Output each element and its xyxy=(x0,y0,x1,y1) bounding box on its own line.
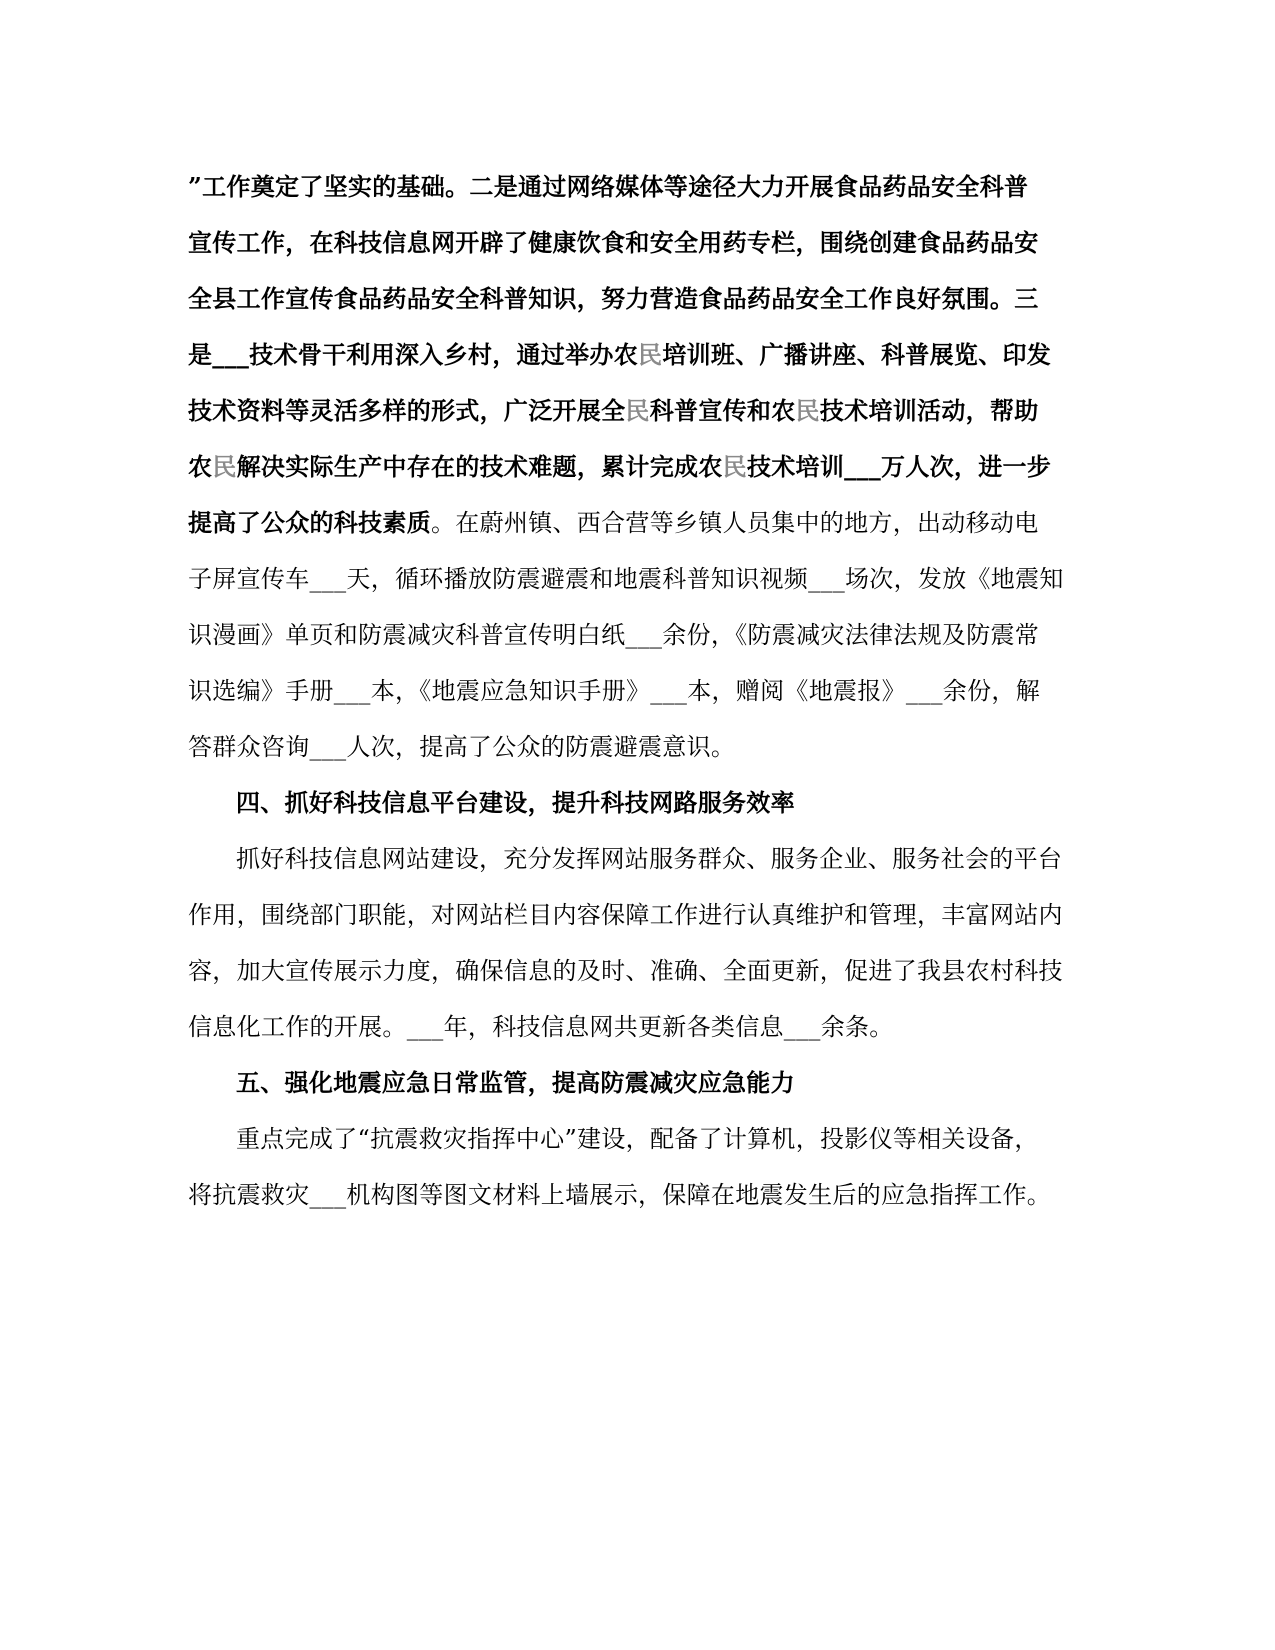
paragraph-line: 全县工作宣传食品药品安全科普知识，努力营造食品药品安全工作良好氛围。三 xyxy=(188,284,1039,313)
highlighted-character: 民 xyxy=(625,396,650,425)
section-heading: 四、抓好科技信息平台建设，提升科技网路服务效率 xyxy=(236,788,795,817)
paragraph-line: 子屏宣传车___天，循环播放防震避震和地震科普知识视频___场次，发放《地震知 xyxy=(188,565,1064,593)
paragraph-line: 识漫画》单页和防震减灾科普宣传明白纸___余份，《防震减灾法律法规及防震常 xyxy=(188,621,1040,649)
paragraph-line: 答群众咨询___人次，提高了公众的防震避震意识。 xyxy=(188,733,736,761)
text-run: 技术培训___万人次，进一步 xyxy=(746,452,1052,481)
paragraph-line: 容，加大宣传展示力度，确保信息的及时、准确、全面更新，促进了我县农村科技 xyxy=(188,957,1063,985)
text-run: 培训班、广播讲座、科普展览、印发 xyxy=(662,340,1052,369)
paragraph-line xyxy=(188,396,1039,426)
paragraph-line xyxy=(188,452,1051,482)
paragraph-line: 识选编》手册___本，《地震应急知识手册》___本，赠阅《地震报》___余份，解 xyxy=(188,677,1040,705)
paragraph-line: 宣传工作，在科技信息网开辟了健康饮食和安全用药专栏，围绕创建食品药品安 xyxy=(188,228,1039,257)
highlighted-character: 民 xyxy=(722,452,747,481)
text-run: 解决实际生产中存在的技术难题，累计完成农 xyxy=(236,452,723,481)
paragraph-line: 信息化工作的开展。___年，科技信息网共更新各类信息___余条。 xyxy=(188,1013,894,1041)
text-run: 农 xyxy=(188,452,213,481)
paragraph-line: 作用，围绕部门职能，对网站栏目内容保障工作进行认真维护和管理，丰富网站内 xyxy=(188,901,1063,929)
highlighted-character: 民 xyxy=(638,340,663,369)
highlighted-character: 民 xyxy=(212,452,237,481)
paragraph-line: 将抗震救灾___机构图等图文材料上墙展示，保障在地震发生后的应急指挥工作。 xyxy=(188,1181,1052,1209)
text-run: 技术培训活动，帮助 xyxy=(819,396,1039,425)
paragraph-line: ”工作奠定了坚实的基础。二是通过网络媒体等途径大力开展食品药品安全科普 xyxy=(188,172,1029,201)
text-run: 技术资料等灵活多样的形式，广泛开展全 xyxy=(188,396,626,425)
paragraph-line xyxy=(188,340,1051,370)
text-run: 是___技术骨干利用深入乡村，通过举办农 xyxy=(188,340,638,369)
highlighted-character: 民 xyxy=(795,396,820,425)
text-run: 提高了公众的科技素质 xyxy=(188,508,431,537)
text-run: 科普宣传和农 xyxy=(649,396,796,425)
section-heading: 五、强化地震应急日常监管，提高防震减灾应急能力 xyxy=(236,1068,795,1097)
text-run: 。在蔚州镇、西合营等乡镇人员集中的地方，出动移动电 xyxy=(431,509,1039,537)
paragraph-line: 重点完成了“抗震救灾指挥中心”建设，配备了计算机，投影仪等相关设备， xyxy=(236,1125,1039,1153)
paragraph-line: 抓好科技信息网站建设，充分发挥网站服务群众、服务企业、服务社会的平台 xyxy=(236,845,1063,873)
paragraph-line xyxy=(188,508,1039,538)
